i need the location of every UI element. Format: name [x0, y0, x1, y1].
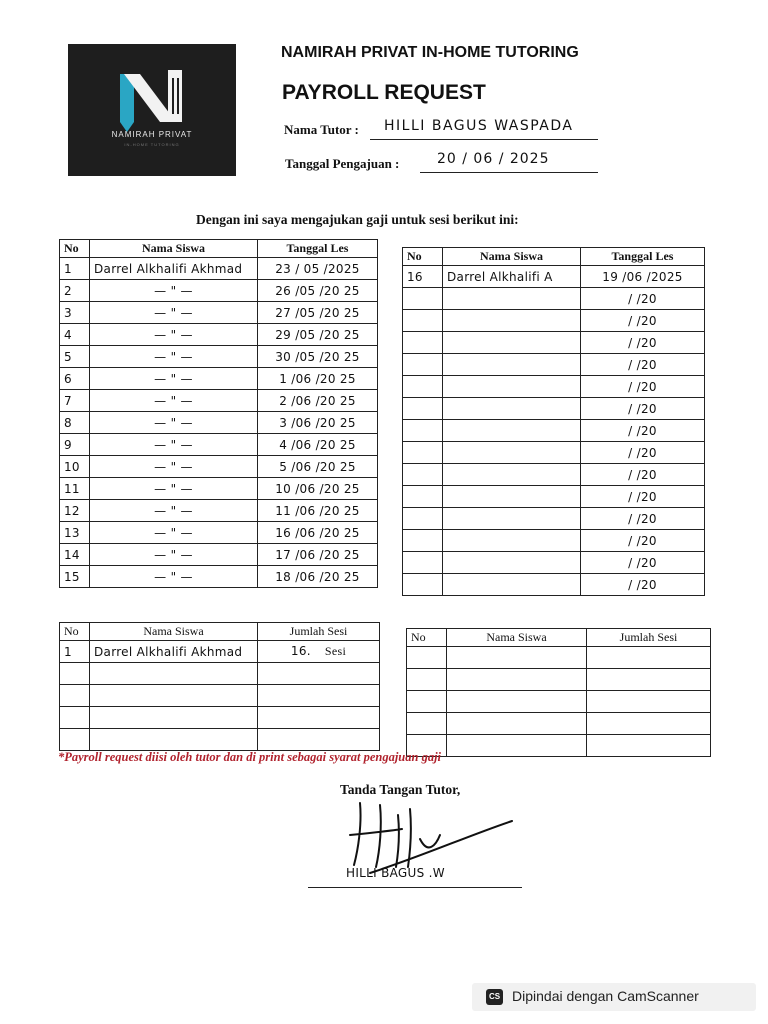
table-row — [403, 552, 705, 574]
cell-date: 26 /05 /20 25 — [258, 280, 378, 302]
table-row — [60, 685, 380, 707]
session-unit: Sesi — [324, 644, 347, 658]
table-row — [60, 544, 378, 566]
cell-no: 3 — [60, 302, 90, 324]
tutor-label: Nama Tutor : — [284, 122, 359, 137]
cell-name — [443, 354, 581, 376]
cell-count — [587, 713, 711, 735]
cell-date: 4 /06 /20 25 — [258, 434, 378, 456]
cell-no: 8 — [60, 412, 90, 434]
cell-name: — " — — [90, 302, 258, 324]
cell-name: — " — — [90, 478, 258, 500]
table-row — [403, 420, 705, 442]
table-row — [60, 302, 378, 324]
cell-count — [587, 691, 711, 713]
cell-name: — " — — [90, 544, 258, 566]
table-row — [60, 390, 378, 412]
cell-date: / /20 — [581, 310, 705, 332]
cell-no — [403, 310, 443, 332]
cell-date: 5 /06 /20 25 — [258, 456, 378, 478]
col-header-no: No — [407, 629, 447, 647]
cell-no — [407, 647, 447, 669]
cell-no — [60, 729, 90, 751]
table-row — [60, 566, 378, 588]
table-row — [403, 442, 705, 464]
table-row — [403, 354, 705, 376]
cell-date: 2 /06 /20 25 — [258, 390, 378, 412]
cell-no — [403, 530, 443, 552]
cell-date: / /20 — [581, 376, 705, 398]
cell-no: 13 — [60, 522, 90, 544]
table-row — [60, 522, 378, 544]
cell-count — [258, 729, 380, 751]
cell-no: 2 — [60, 280, 90, 302]
col-header-count: Jumlah Sesi — [587, 629, 711, 647]
cell-name — [443, 288, 581, 310]
table-row — [60, 258, 378, 280]
cell-no: 5 — [60, 346, 90, 368]
logo-n-icon — [68, 44, 236, 176]
cell-count — [258, 641, 380, 663]
cell-no: 10 — [60, 456, 90, 478]
cell-count — [258, 707, 380, 729]
cell-date: / /20 — [581, 574, 705, 596]
tutor-name: HILLI BAGUS WASPADA — [384, 118, 574, 134]
cell-name — [447, 735, 587, 757]
cell-name — [443, 464, 581, 486]
table-row — [60, 478, 378, 500]
cell-name — [443, 310, 581, 332]
cell-date: 23 / 05 /2025 — [258, 258, 378, 280]
cell-no: 6 — [60, 368, 90, 390]
col-header-count: Jumlah Sesi — [258, 623, 380, 641]
cell-no — [403, 354, 443, 376]
cell-date: / /20 — [581, 530, 705, 552]
cell-no: 4 — [60, 324, 90, 346]
cell-name: Darrel Alkhalifi A — [443, 266, 581, 288]
cell-date: 30 /05 /20 25 — [258, 346, 378, 368]
table-row — [60, 280, 378, 302]
cell-date: / /20 — [581, 442, 705, 464]
cell-name: — " — — [90, 346, 258, 368]
cell-date: 18 /06 /20 25 — [258, 566, 378, 588]
cell-date: 16 /06 /20 25 — [258, 522, 378, 544]
table-row — [60, 434, 378, 456]
table-row — [407, 691, 711, 713]
company-logo — [68, 44, 236, 176]
table-row — [403, 398, 705, 420]
col-header-no: No — [60, 623, 90, 641]
table-row — [60, 324, 378, 346]
cell-name — [443, 574, 581, 596]
cell-name — [447, 691, 587, 713]
cell-name: — " — — [90, 500, 258, 522]
document-title: PAYROLL REQUEST — [282, 81, 486, 104]
intro-text: Dengan ini saya mengajukan gaji untuk sesi berikut ini: — [196, 212, 519, 227]
table-row — [407, 735, 711, 757]
cell-no: 1 — [60, 641, 90, 663]
cell-no — [60, 685, 90, 707]
cell-name: — " — — [90, 324, 258, 346]
table-row — [403, 574, 705, 596]
cell-date: / /20 — [581, 552, 705, 574]
cell-date: / /20 — [581, 464, 705, 486]
cell-name: Darrel Alkhalifi Akhmad — [90, 258, 258, 280]
table-row — [407, 647, 711, 669]
cell-date: 17 /06 /20 25 — [258, 544, 378, 566]
cell-no — [60, 707, 90, 729]
signature-name: HILLI BAGUS .W — [346, 866, 445, 880]
cell-date: 3 /06 /20 25 — [258, 412, 378, 434]
cell-name — [447, 647, 587, 669]
cell-no: 15 — [60, 566, 90, 588]
col-header-student: Nama Siswa — [90, 240, 258, 258]
cell-name: — " — — [90, 566, 258, 588]
col-header-student: Nama Siswa — [90, 623, 258, 641]
cell-name — [443, 420, 581, 442]
col-header-date: Tanggal Les — [258, 240, 378, 258]
cell-no — [403, 420, 443, 442]
cell-date: / /20 — [581, 420, 705, 442]
table-row — [60, 707, 380, 729]
cell-name: — " — — [90, 456, 258, 478]
table-row — [60, 663, 380, 685]
cell-name: Darrel Alkhalifi Akhmad — [90, 641, 258, 663]
cell-date: 27 /05 /20 25 — [258, 302, 378, 324]
date-label: Tanggal Pengajuan : — [285, 156, 400, 171]
cell-no — [60, 663, 90, 685]
cell-name: — " — — [90, 434, 258, 456]
cell-no — [403, 376, 443, 398]
cell-date: 11 /06 /20 25 — [258, 500, 378, 522]
signature-mark-icon — [340, 795, 520, 875]
cell-no — [403, 288, 443, 310]
cell-name — [443, 442, 581, 464]
cell-no: 12 — [60, 500, 90, 522]
cell-date: 10 /06 /20 25 — [258, 478, 378, 500]
col-header-date: Tanggal Les — [581, 248, 705, 266]
signature-line — [308, 887, 522, 888]
table-row — [403, 310, 705, 332]
cell-no — [403, 442, 443, 464]
col-header-no: No — [403, 248, 443, 266]
table-row — [403, 530, 705, 552]
table-row — [407, 669, 711, 691]
cell-name — [447, 669, 587, 691]
cell-no — [403, 486, 443, 508]
summary-table-left — [59, 622, 380, 751]
date-line — [420, 171, 598, 173]
cell-no — [403, 464, 443, 486]
submission-date: 20 / 06 / 2025 — [437, 151, 550, 167]
cell-count — [258, 685, 380, 707]
table-row — [60, 500, 378, 522]
table-row — [403, 332, 705, 354]
cell-name — [443, 530, 581, 552]
table-row — [403, 266, 705, 288]
logo-text: NAMIRAH PRIVAT — [111, 130, 193, 139]
tutor-name-line — [370, 138, 598, 140]
cell-date: / /20 — [581, 398, 705, 420]
cell-no: 7 — [60, 390, 90, 412]
camscanner-text: Dipindai dengan CamScanner — [512, 988, 699, 1004]
footnote: *Payroll request diisi oleh tutor dan di print sebagai syarat pengajuan gaji — [58, 750, 442, 764]
cell-date: / /20 — [581, 486, 705, 508]
table-row — [403, 376, 705, 398]
table-row — [60, 368, 378, 390]
cell-no — [403, 508, 443, 530]
signature-label: Tanda Tangan Tutor, — [340, 782, 461, 797]
cell-count — [587, 735, 711, 757]
col-header-student: Nama Siswa — [443, 248, 581, 266]
cell-name: — " — — [90, 412, 258, 434]
company-name: NAMIRAH PRIVAT IN-HOME TUTORING — [281, 44, 579, 61]
cell-no — [407, 669, 447, 691]
cell-no — [407, 713, 447, 735]
logo-subtext: IN-HOME TUTORING — [124, 142, 180, 147]
cell-count — [258, 663, 380, 685]
summary-table-right — [406, 628, 711, 757]
cell-date: 19 /06 /2025 — [581, 266, 705, 288]
session-count: 16. — [290, 644, 311, 658]
cell-no — [403, 552, 443, 574]
cell-date: 29 /05 /20 25 — [258, 324, 378, 346]
cell-date: / /20 — [581, 508, 705, 530]
cell-no: 14 — [60, 544, 90, 566]
camscanner-badge — [472, 983, 756, 1011]
cell-name — [443, 508, 581, 530]
cell-name: — " — — [90, 390, 258, 412]
cell-date: 1 /06 /20 25 — [258, 368, 378, 390]
cell-name — [443, 486, 581, 508]
table-row — [403, 464, 705, 486]
cell-no: 9 — [60, 434, 90, 456]
cell-name — [443, 332, 581, 354]
cell-count — [587, 669, 711, 691]
col-header-student: Nama Siswa — [447, 629, 587, 647]
cell-date: / /20 — [581, 354, 705, 376]
table-row — [407, 713, 711, 735]
cell-date: / /20 — [581, 332, 705, 354]
sessions-table-left — [59, 239, 378, 588]
cell-name — [90, 663, 258, 685]
cell-no: 1 — [60, 258, 90, 280]
cell-count — [587, 647, 711, 669]
cell-name — [90, 707, 258, 729]
cell-name — [443, 376, 581, 398]
cell-name: — " — — [90, 522, 258, 544]
cell-no — [403, 332, 443, 354]
table-row — [403, 486, 705, 508]
table-row — [60, 641, 380, 663]
cell-name — [443, 552, 581, 574]
cell-no — [407, 691, 447, 713]
cell-no — [403, 574, 443, 596]
cell-name — [90, 729, 258, 751]
cell-name — [90, 685, 258, 707]
cell-date: / /20 — [581, 288, 705, 310]
camscanner-icon: CS — [486, 989, 503, 1005]
cell-name — [447, 713, 587, 735]
table-row — [60, 456, 378, 478]
table-row — [60, 729, 380, 751]
cell-no — [403, 398, 443, 420]
table-row — [60, 412, 378, 434]
cell-no: 16 — [403, 266, 443, 288]
table-row — [403, 288, 705, 310]
sessions-table-right — [402, 247, 705, 596]
cell-name: — " — — [90, 368, 258, 390]
table-row — [60, 346, 378, 368]
cell-name: — " — — [90, 280, 258, 302]
table-row — [403, 508, 705, 530]
col-header-no: No — [60, 240, 90, 258]
cell-no: 11 — [60, 478, 90, 500]
cell-name — [443, 398, 581, 420]
